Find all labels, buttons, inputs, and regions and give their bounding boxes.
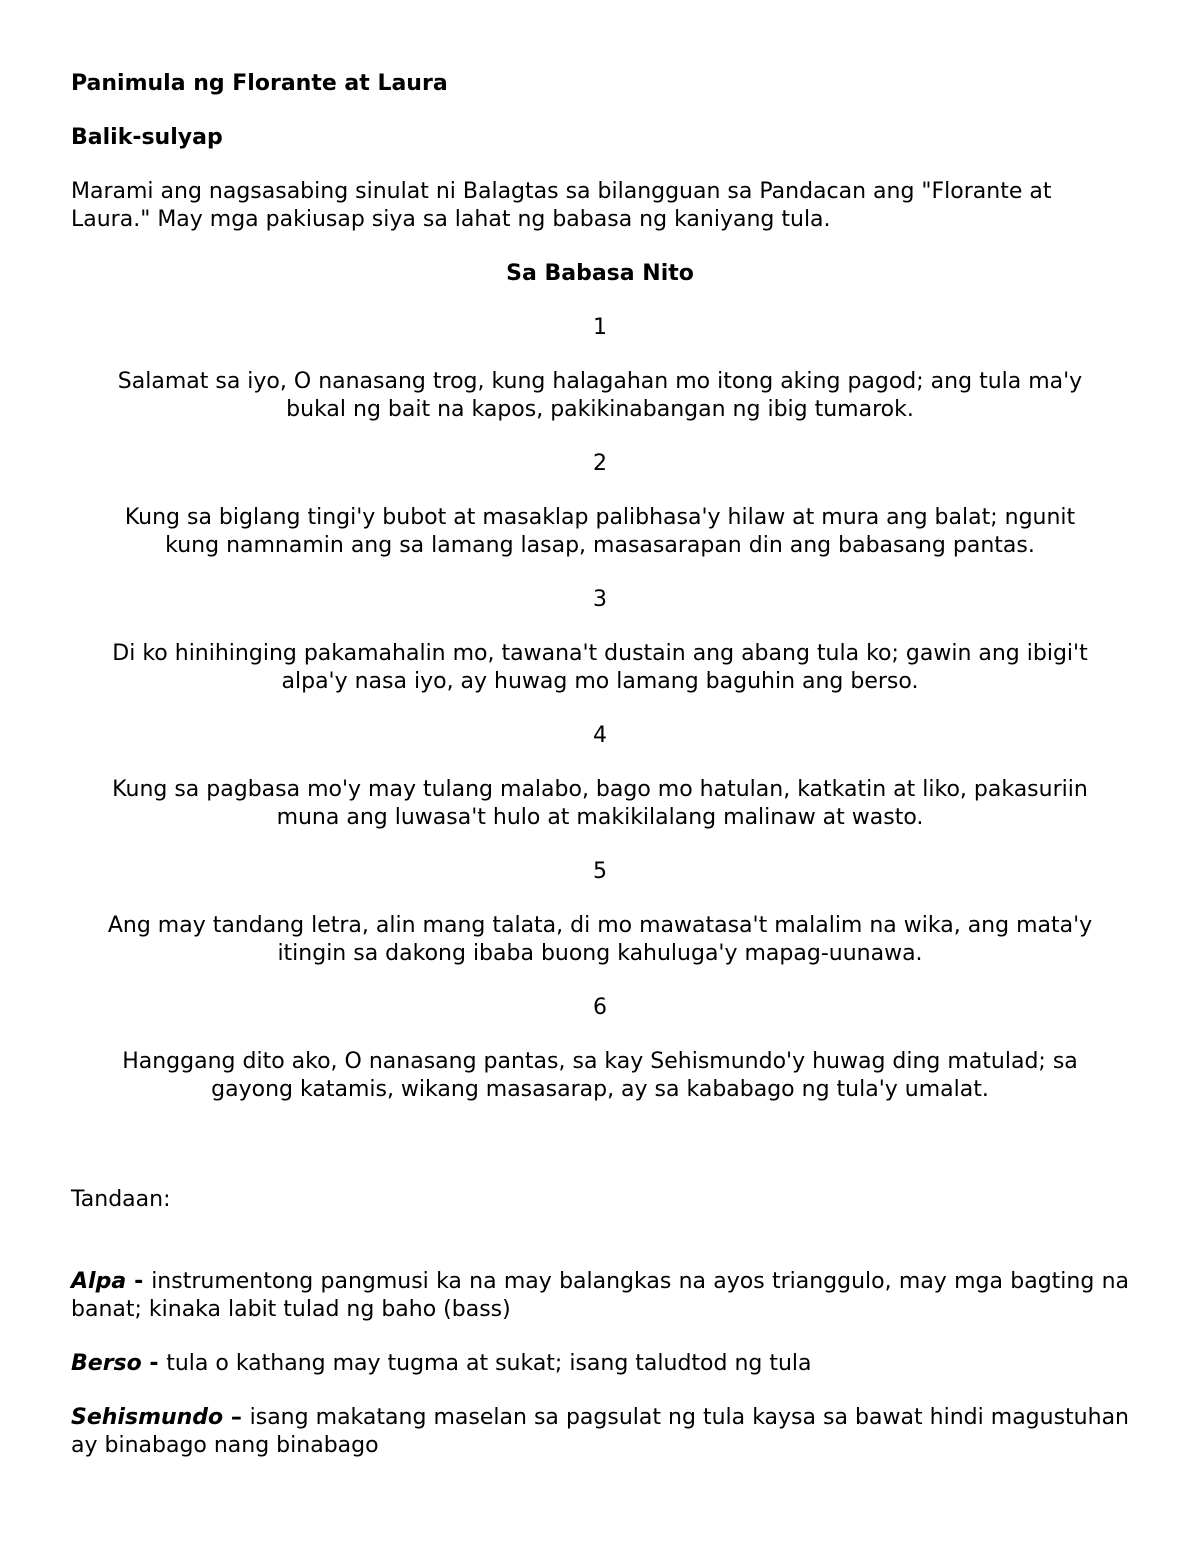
stanza-line: Salamat sa iyo, O nanasang trog, kung halagahan mo itong aking pagod; ang tula ma'y bbox=[117, 369, 1083, 394]
glossary-separator: – bbox=[223, 1405, 250, 1430]
stanza-line: Kung sa biglang tingi'y bubot at masaklap palibhasa'y hilaw at mura ang balat; ngunit bbox=[124, 505, 1076, 530]
glossary-term: Alpa bbox=[71, 1269, 127, 1294]
glossary-separator: - bbox=[141, 1351, 167, 1376]
stanza-line: bukal ng bait na kapos, pakikinabangan ng ibig tumarok. bbox=[286, 397, 914, 422]
stanza-line: Ang may tandang letra, alin mang talata, di mo mawatasa't malalim na wika, ang mata'y bbox=[107, 913, 1093, 938]
stanza-number: 6 bbox=[593, 995, 607, 1020]
document-page bbox=[71, 70, 1129, 1486]
glossary-item-alpa bbox=[71, 1268, 1129, 1324]
glossary-definition: tula o kathang may tugma at sukat; isang taludtod ng tula bbox=[166, 1351, 812, 1376]
stanza-line: alpa'y nasa iyo, ay huwag mo lamang baguhin ang berso. bbox=[281, 669, 919, 694]
intro-paragraph: Marami ang nagsasabing sinulat ni Balagtas sa bilangguan sa Pandacan ang "Florante at Laura." May mga pakiusap siya sa lahat ng babasa ng kaniyang tula. bbox=[71, 179, 1052, 232]
stanza-line: itingin sa dakong ibaba buong kahuluga'y mapag-uunawa. bbox=[277, 941, 923, 966]
poem-title: Sa Babasa Nito bbox=[506, 261, 694, 286]
stanza-line: gayong katamis, wikang masasarap, ay sa kababago ng tula'y umalat. bbox=[211, 1077, 989, 1102]
stanza-line: kung namnamin ang sa lamang lasap, masasarapan din ang babasang pantas. bbox=[165, 533, 1035, 558]
glossary-item-berso bbox=[71, 1350, 1129, 1378]
stanza-text bbox=[71, 640, 1129, 696]
stanza-line: Hanggang dito ako, O nanasang pantas, sa kay Sehismundo'y huwag ding matulad; sa bbox=[122, 1049, 1078, 1074]
stanza-text bbox=[71, 368, 1129, 424]
stanza-number: 1 bbox=[593, 315, 607, 340]
stanza-text bbox=[71, 776, 1129, 832]
stanza-text bbox=[71, 504, 1129, 560]
stanza-line: muna ang luwasa't hulo at makikilalang malinaw at wasto. bbox=[276, 805, 924, 830]
stanza-text bbox=[71, 1048, 1129, 1104]
glossary-item-sehismundo bbox=[71, 1404, 1129, 1460]
glossary-separator: - bbox=[126, 1269, 152, 1294]
glossary-term: Berso bbox=[71, 1351, 142, 1376]
remember-label: Tandaan: bbox=[71, 1187, 171, 1212]
glossary-term: Sehismundo bbox=[71, 1405, 224, 1430]
glossary-definition: isang makatang maselan sa pagsulat ng tula kaysa sa bawat hindi magustuhan ay binabago nang binabago bbox=[71, 1405, 1129, 1458]
glossary-definition: instrumentong pangmusi ka na may balangkas na ayos trianggulo, may mga bagting na banat; kinaka labit tulad ng baho (bass) bbox=[71, 1269, 1129, 1322]
stanza-number: 4 bbox=[593, 723, 607, 748]
stanza-number: 5 bbox=[593, 859, 607, 884]
stanza-number: 2 bbox=[593, 451, 607, 476]
stanza-number: 3 bbox=[593, 587, 607, 612]
stanza-line: Kung sa pagbasa mo'y may tulang malabo, bago mo hatulan, katkatin at liko, pakasuriin bbox=[112, 777, 1088, 802]
stanza-text bbox=[71, 912, 1129, 968]
stanza-line: Di ko hinihinging pakamahalin mo, tawana't dustain ang abang tula ko; gawin ang ibigi't bbox=[112, 641, 1088, 666]
document-title: Panimula ng Florante at Laura bbox=[71, 71, 448, 96]
document-subtitle: Balik-sulyap bbox=[71, 125, 223, 150]
